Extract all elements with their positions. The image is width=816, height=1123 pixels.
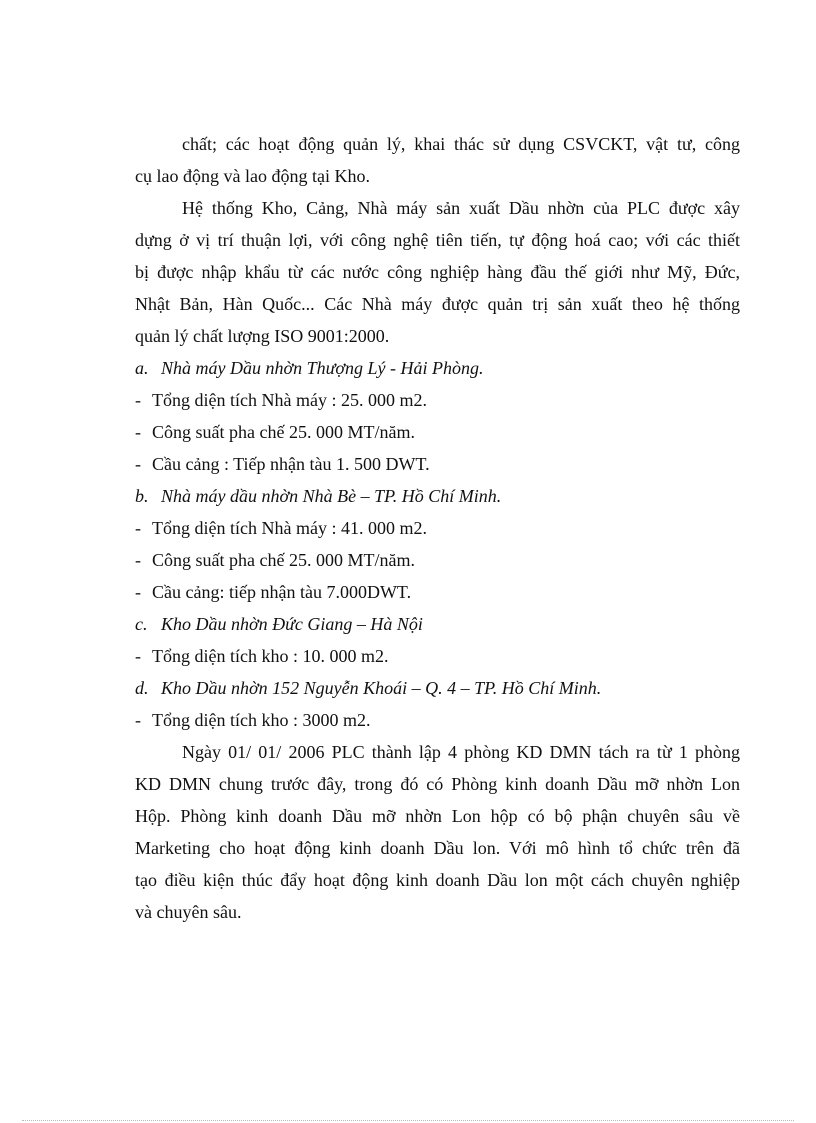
detail-text: Công suất pha chế 25. 000 MT/năm. (152, 550, 415, 570)
detail-text: Tổng diện tích Nhà máy : 41. 000 m2. (152, 518, 427, 538)
bullet-dash: - (135, 550, 141, 570)
bullet-dash: - (135, 710, 141, 730)
facility-section-d (135, 672, 740, 736)
page-bottom-divider (22, 1120, 794, 1121)
detail-text: Tổng diện tích kho : 10. 000 m2. (152, 646, 389, 666)
bullet-dash: - (135, 646, 141, 666)
paragraph-business-units (135, 736, 740, 928)
facility-letter: d. (135, 678, 149, 698)
text-line: KD DMN chung trước đây, trong đó có Phòng kinh doanh Dầu mỡ nhờn Lon (135, 774, 740, 794)
facility-title: Nhà máy dầu nhờn Nhà Bè – TP. Hồ Chí Minh. (161, 486, 502, 506)
facility-detail (135, 704, 740, 736)
facility-heading (135, 480, 740, 512)
text-line: cụ lao động và lao động tại Kho. (135, 166, 370, 186)
text-line: quản lý chất lượng ISO 9001:2000. (135, 326, 390, 346)
bullet-dash: - (135, 518, 141, 538)
text-line: bị được nhập khẩu từ các nước công nghiệp hàng đầu thế giới như Mỹ, Đức, (135, 262, 740, 282)
text-line: dựng ở vị trí thuận lợi, với công nghệ tiên tiến, tự động hoá cao; với các thiết (135, 230, 740, 250)
text-line: Nhật Bản, Hàn Quốc... Các Nhà máy được quản trị sản xuất theo hệ thống (135, 294, 740, 314)
facility-section-a (135, 352, 740, 480)
text-line: và chuyên sâu. (135, 902, 242, 922)
bullet-dash: - (135, 582, 141, 602)
detail-text: Cầu cảng: tiếp nhận tàu 7.000DWT. (152, 582, 412, 602)
facility-detail (135, 384, 740, 416)
facility-letter: c. (135, 614, 148, 634)
detail-text: Tổng diện tích Nhà máy : 25. 000 m2. (152, 390, 427, 410)
facility-section-c (135, 608, 740, 672)
detail-text: Công suất pha chế 25. 000 MT/năm. (152, 422, 415, 442)
text-line: Hệ thống Kho, Cảng, Nhà máy sản xuất Dầu nhờn của PLC được xây (182, 198, 740, 218)
facility-title: Kho Dầu nhờn Đức Giang – Hà Nội (161, 614, 423, 634)
text-line: Hộp. Phòng kinh doanh Dầu mỡ nhờn Lon hộp có bộ phận chuyên sâu về (135, 806, 740, 826)
facility-detail (135, 640, 740, 672)
facility-detail (135, 416, 740, 448)
facility-heading (135, 352, 740, 384)
bullet-dash: - (135, 422, 141, 442)
facility-section-b (135, 480, 740, 608)
text-line: tạo điều kiện thúc đẩy hoạt động kinh doanh Dầu lon một cách chuyên nghiệp (135, 870, 740, 890)
paragraph-facilities-intro (135, 192, 740, 352)
text-line: chất; các hoạt động quản lý, khai thác sử dụng CSVCKT, vật tư, công (182, 134, 740, 154)
facility-heading (135, 672, 740, 704)
facility-detail (135, 576, 740, 608)
facility-detail (135, 544, 740, 576)
detail-text: Cầu cảng : Tiếp nhận tàu 1. 500 DWT. (152, 454, 430, 474)
facility-letter: b. (135, 486, 149, 506)
facility-detail (135, 512, 740, 544)
text-line: Marketing cho hoạt động kinh doanh Dầu lon. Với mô hình tổ chức trên đã (135, 838, 740, 858)
facility-title: Nhà máy Dầu nhờn Thượng Lý - Hải Phòng. (161, 358, 484, 378)
facility-heading (135, 608, 740, 640)
document-body (135, 128, 740, 928)
detail-text: Tổng diện tích kho : 3000 m2. (152, 710, 371, 730)
facility-detail (135, 448, 740, 480)
bullet-dash: - (135, 390, 141, 410)
text-line: Ngày 01/ 01/ 2006 PLC thành lập 4 phòng KD DMN tách ra từ 1 phòng (182, 742, 740, 762)
facility-title: Kho Dầu nhờn 152 Nguyễn Khoái – Q. 4 – TP. Hồ Chí Minh. (161, 678, 602, 698)
bullet-dash: - (135, 454, 141, 474)
paragraph-continuation (135, 128, 740, 192)
facility-letter: a. (135, 358, 149, 378)
